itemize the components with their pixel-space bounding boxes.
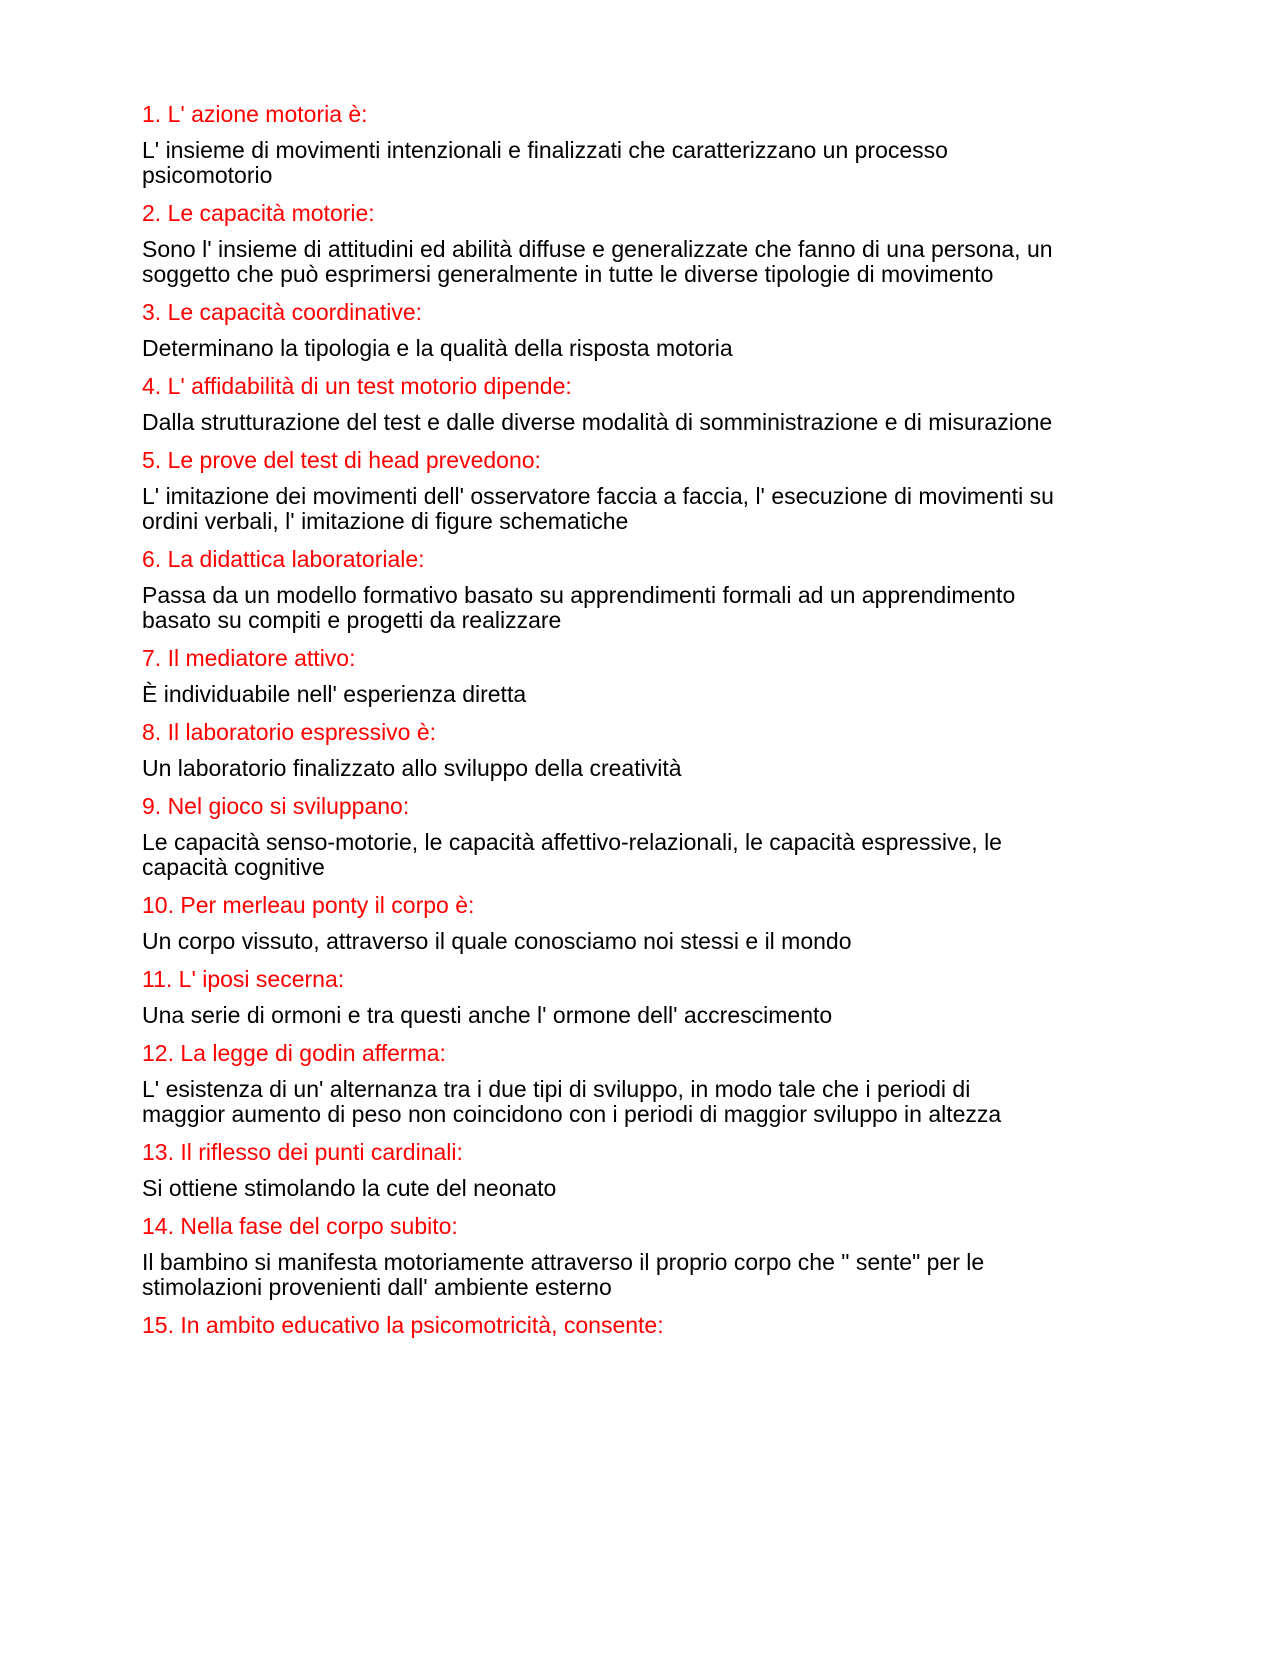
answer-text bbox=[142, 583, 1142, 633]
question-text: 15. In ambito educativo la psicomotricità, consente: bbox=[142, 1312, 664, 1338]
answer-line: stimolazioni provenienti dall' ambiente esterno bbox=[142, 1274, 612, 1300]
answer-line: Dalla strutturazione del test e dalle diverse modalità di somministrazione e di misurazione bbox=[142, 409, 1053, 435]
answer-line: ordini verbali, l' imitazione di figure schematiche bbox=[142, 508, 629, 534]
answer-line: L' insieme di movimenti intenzionali e finalizzati che caratterizzano un processo bbox=[142, 137, 948, 163]
answer-line: Determinano la tipologia e la qualità della risposta motoria bbox=[142, 335, 733, 361]
question-text: 8. Il laboratorio espressivo è: bbox=[142, 719, 437, 745]
answer-line: Passa da un modello formativo basato su apprendimenti formali ad un apprendimento bbox=[142, 582, 1016, 608]
question-block bbox=[142, 1140, 1142, 1201]
answer-text bbox=[142, 929, 1142, 954]
answer-line: Un corpo vissuto, attraverso il quale conosciamo noi stessi e il mondo bbox=[142, 928, 852, 954]
answer-text bbox=[142, 1176, 1142, 1201]
question-text: 7. Il mediatore attivo: bbox=[142, 645, 356, 671]
answer-line: psicomotorio bbox=[142, 162, 273, 188]
answer-text bbox=[142, 336, 1142, 361]
answer-text bbox=[142, 1250, 1142, 1300]
question-block bbox=[142, 967, 1142, 1028]
answer-text bbox=[142, 237, 1142, 287]
answer-text bbox=[142, 410, 1142, 435]
question-text: 13. Il riflesso dei punti cardinali: bbox=[142, 1139, 463, 1165]
answer-text bbox=[142, 830, 1142, 880]
question-text: 10. Per merleau ponty il corpo è: bbox=[142, 892, 475, 918]
question-block bbox=[142, 1313, 1142, 1338]
answer-text bbox=[142, 138, 1142, 188]
question-block bbox=[142, 1214, 1142, 1300]
answer-line: capacità cognitive bbox=[142, 854, 325, 880]
answer-text bbox=[142, 484, 1142, 534]
answer-line: Sono l' insieme di attitudini ed abilità diffuse e generalizzate che fanno di una persona, un bbox=[142, 236, 1053, 262]
question-block bbox=[142, 374, 1142, 435]
question-block bbox=[142, 102, 1142, 188]
question-block bbox=[142, 720, 1142, 781]
question-text: 5. Le prove del test di head prevedono: bbox=[142, 447, 541, 473]
answer-line: Il bambino si manifesta motoriamente attraverso il proprio corpo che " sente" per le bbox=[142, 1249, 985, 1275]
answer-line: basato su compiti e progetti da realizzare bbox=[142, 607, 562, 633]
question-block bbox=[142, 893, 1142, 954]
answer-line: È individuabile nell' esperienza diretta bbox=[142, 681, 527, 707]
question-text: 6. La didattica laboratoriale: bbox=[142, 546, 425, 572]
answer-text bbox=[142, 1077, 1142, 1127]
answer-text bbox=[142, 1003, 1142, 1028]
answer-line: Le capacità senso-motorie, le capacità affettivo-relazionali, le capacità espressive, le bbox=[142, 829, 1002, 855]
question-text: 2. Le capacità motorie: bbox=[142, 200, 375, 226]
question-block bbox=[142, 646, 1142, 707]
question-text: 1. L' azione motoria è: bbox=[142, 101, 368, 127]
answer-line: Un laboratorio finalizzato allo sviluppo della creatività bbox=[142, 755, 682, 781]
question-block bbox=[142, 201, 1142, 287]
question-text: 4. L' affidabilità di un test motorio dipende: bbox=[142, 373, 572, 399]
question-text: 14. Nella fase del corpo subito: bbox=[142, 1213, 458, 1239]
answer-line: Si ottiene stimolando la cute del neonato bbox=[142, 1175, 557, 1201]
question-block bbox=[142, 448, 1142, 534]
answer-line: L' imitazione dei movimenti dell' osservatore faccia a faccia, l' esecuzione di movimenti su bbox=[142, 483, 1054, 509]
question-block bbox=[142, 794, 1142, 880]
question-text: 11. L' iposi secerna: bbox=[142, 966, 345, 992]
question-text: 3. Le capacità coordinative: bbox=[142, 299, 423, 325]
answer-line: soggetto che può esprimersi generalmente in tutte le diverse tipologie di movimento bbox=[142, 261, 994, 287]
answer-line: L' esistenza di un' alternanza tra i due tipi di sviluppo, in modo tale che i periodi di bbox=[142, 1076, 971, 1102]
answer-text bbox=[142, 682, 1142, 707]
question-block bbox=[142, 547, 1142, 633]
answer-text bbox=[142, 756, 1142, 781]
answer-line: Una serie di ormoni e tra questi anche l' ormone dell' accrescimento bbox=[142, 1002, 833, 1028]
question-block bbox=[142, 1041, 1142, 1127]
question-text: 12. La legge di godin afferma: bbox=[142, 1040, 446, 1066]
question-text: 9. Nel gioco si sviluppano: bbox=[142, 793, 410, 819]
question-block bbox=[142, 300, 1142, 361]
answer-line: maggior aumento di peso non coincidono con i periodi di maggior sviluppo in altezza bbox=[142, 1101, 1002, 1127]
question-answer-list bbox=[142, 102, 1142, 1351]
